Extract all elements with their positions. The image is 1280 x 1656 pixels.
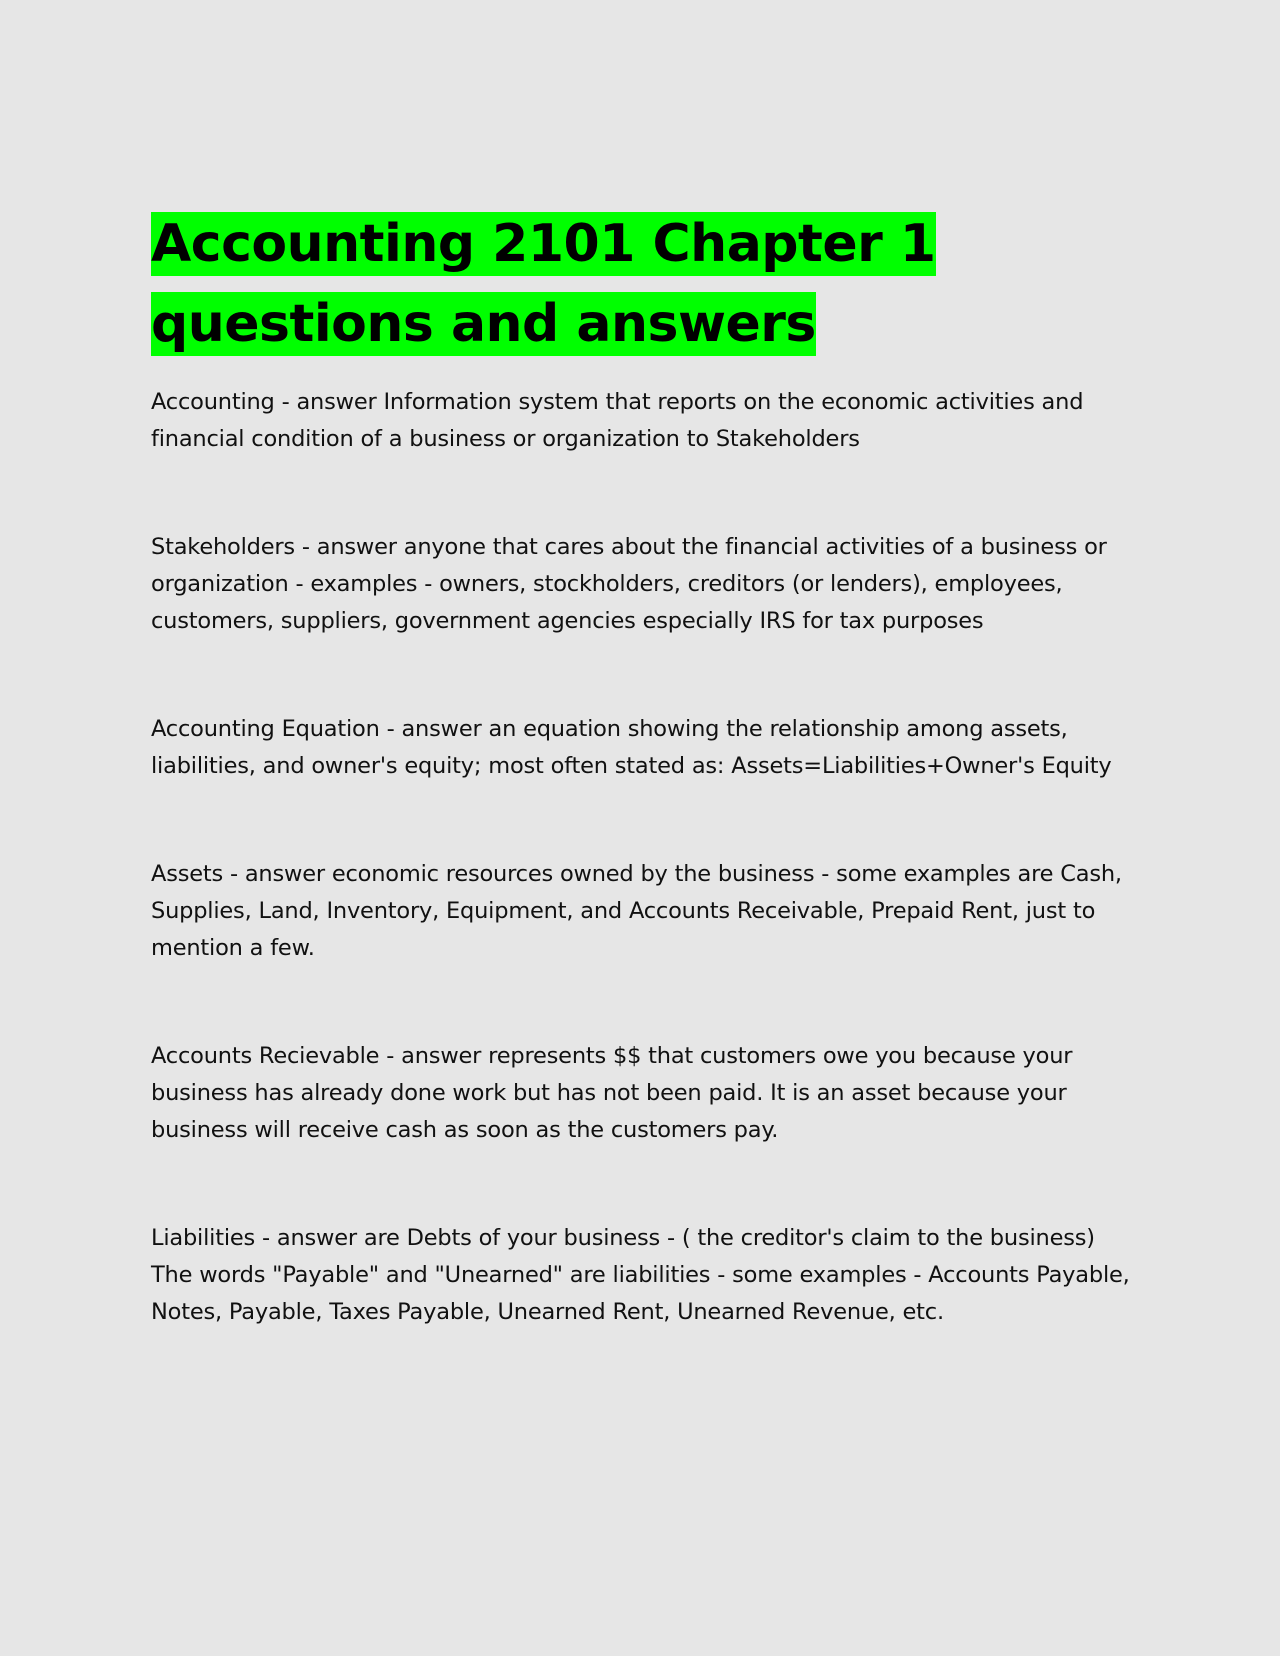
qa-entry-accounting: Accounting - answer Information system that reports on the economic activities and financial condition of a business or organization to Stakeholders [151, 389, 1084, 452]
qa-entry-accounting-equation: Accounting Equation - answer an equation showing the relationship among assets, liabilities, and owner's equity; most often stated as: Assets=Liabilities+Owner's Equity [151, 716, 1112, 779]
qa-entry-accounts-receivable: Accounts Recievable - answer represents $$ that customers owe you because your business has already done work but has not been paid. It is an asset because your business will receive cash as soon as the customers pay. [151, 1043, 1073, 1143]
document-page [151, 204, 1141, 1402]
title-highlight: Accounting 2101 Chapter 1 questions and answers [151, 214, 936, 354]
qa-entry-stakeholders: Stakeholders - answer anyone that cares about the financial activities of a business or organization - examples - owners, stockholders, creditors (or lenders), employees, customers, suppliers, government agencies especially IRS for tax purposes [151, 534, 1107, 634]
document-title [151, 204, 1141, 364]
qa-entry-liabilities: Liabilities - answer are Debts of your business - ( the creditor's claim to the business) The words "Payable" and "Unearned" are liabilities - some examples - Accounts Payable, Notes, Payable, Taxes Payable, Unearned Rent, Unearned Revenue, etc. [151, 1225, 1130, 1325]
qa-entry-assets: Assets - answer economic resources owned by the business - some examples are Cash, Supplies, Land, Inventory, Equipment, and Accounts Receivable, Prepaid Rent, just to mention a few. [151, 861, 1122, 961]
